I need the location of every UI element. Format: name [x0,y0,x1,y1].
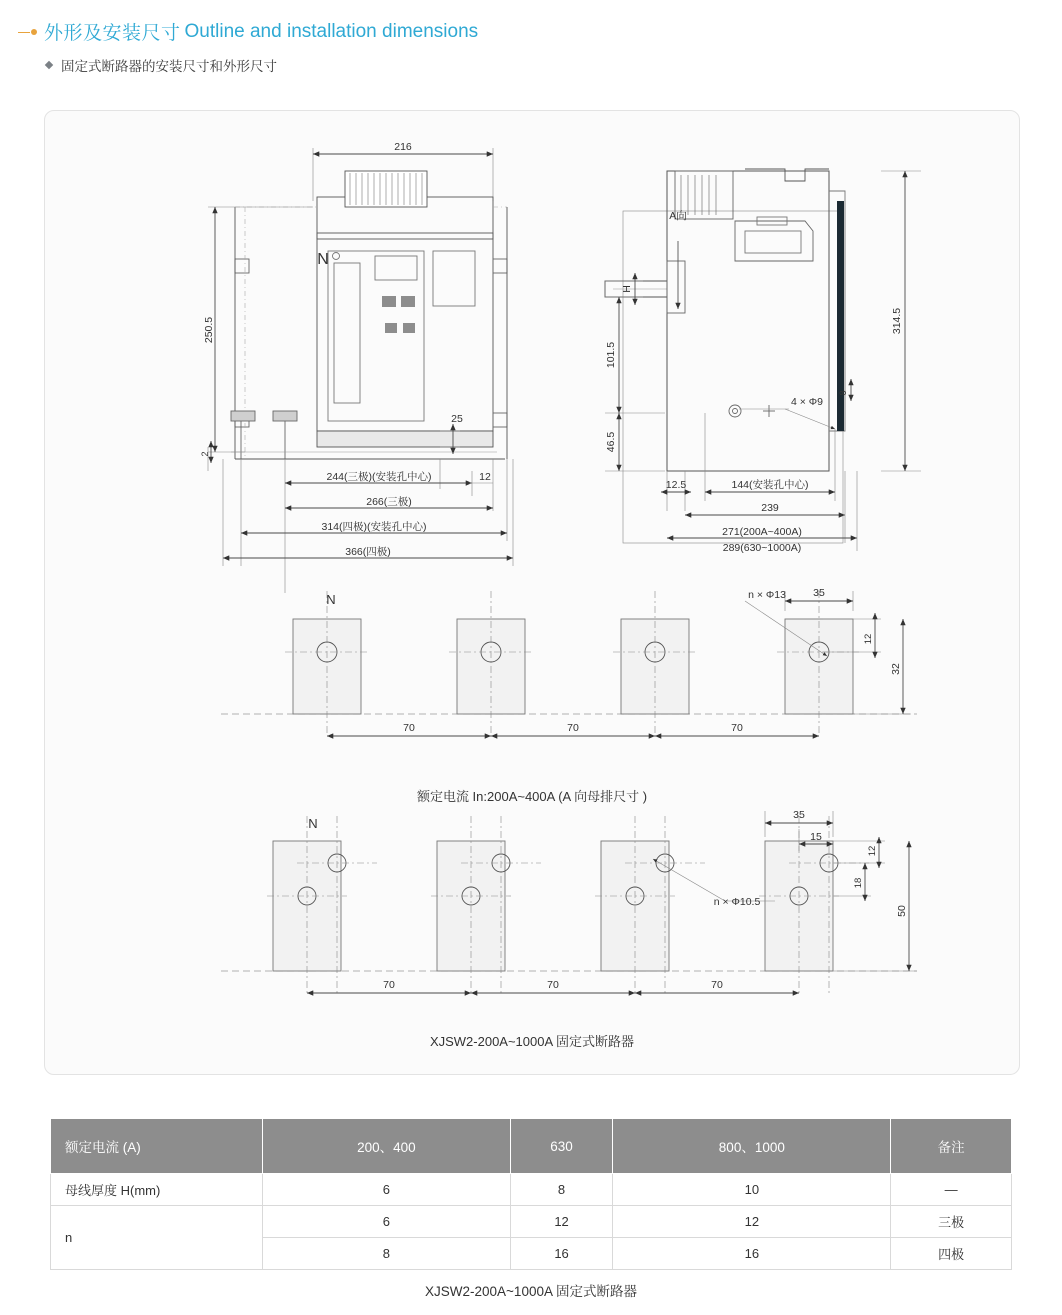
row-label-busbar-thickness: 母线厚度 H(mm) [51,1174,263,1206]
table-header-note: 备注 [891,1119,1012,1174]
cell-r1-note: 三极 [891,1206,1012,1238]
cell-r2-note: 四极 [891,1238,1012,1270]
dim-18: 18 [853,877,864,889]
page-header [0,0,1062,75]
cell-r2c2: 16 [510,1238,613,1270]
table-header-col-2: 630 [510,1119,613,1174]
cell-r0c3: 10 [613,1174,891,1206]
dim-216: 216 [394,141,412,153]
cell-r0c1: 6 [263,1174,511,1206]
drawing-panel [44,110,1020,1075]
table-header-rated-current: 额定电流 (A) [51,1119,263,1174]
dim-25: 25 [451,413,463,425]
pitch-70-2: 70 [567,722,579,734]
cell-r2c1: 8 [263,1238,511,1270]
page-title [0,0,1062,45]
busbar-bottom-label-n: N [308,816,318,831]
table-header-col-3: 800、1000 [613,1119,891,1174]
dim-h: H [621,285,633,293]
dim-314-5: 314.5 [891,307,903,335]
dim-314: 314(四极)(安装孔中心) [321,521,427,533]
page-subtitle [0,45,1062,75]
dim-101-5: 101.5 [605,341,617,369]
page-title-cn: 外形及安装尺寸 [44,23,181,44]
footer-caption: XJSW2-200A~1000A 固定式断路器 [425,1284,637,1299]
dim-266: 266(三极) [366,496,412,508]
cell-r0c2: 8 [510,1174,613,1206]
pitch-70-3: 70 [731,722,743,734]
dim-12: 12 [479,471,491,483]
dimension-table-wrap [50,1118,1012,1270]
cell-r1c1: 6 [263,1206,511,1238]
dim-12-bottom: 12 [867,845,878,857]
dim-144: 144(安装孔中心) [731,479,809,491]
breaker-caption: XJSW2-200A~1000A 固定式断路器 [429,1034,635,1049]
hole-note-n13: n × Φ13 [748,589,786,601]
table-header-col-1: 200、400 [263,1119,511,1174]
dim-15: 15 [810,831,822,843]
cell-r2c3: 16 [613,1238,891,1270]
page-title-en: Outline and installation dimensions [184,20,479,42]
dim-50: 50 [896,905,908,917]
dim-271: 271(200A~400A) [722,526,802,538]
dimension-table [50,1118,1012,1270]
dim-46-5: 46.5 [605,431,617,453]
dim-32: 32 [890,663,902,675]
dim-35-bottom: 35 [793,809,805,821]
diamond-bullet-icon [45,61,53,69]
dim-12-top: 12 [863,633,874,645]
dim-8: 8 [838,390,848,396]
front-label-n: N [317,251,329,268]
dim-2: 2 [200,451,210,457]
pitch-70-5: 70 [547,979,559,991]
label-a-direction: A向 [669,210,687,222]
cell-r0-note: — [891,1174,1012,1206]
hole-note-4x9: 4 × Φ9 [790,396,824,408]
dim-250-5: 250.5 [203,316,215,344]
pitch-70-4: 70 [383,979,395,991]
dim-35-top: 35 [813,587,825,599]
bullet-arrow-icon [18,25,40,39]
table-header-row [51,1119,1012,1174]
dim-366: 366(四极) [345,546,391,558]
dim-289: 289(630~1000A) [722,542,802,554]
dim-239: 239 [761,502,779,514]
hole-note-n105: n × Φ10.5 [713,896,761,908]
busbar-caption: 额定电流 In:200A~400A (A 向母排尺寸 ) [416,789,648,804]
pitch-70-1: 70 [403,722,415,734]
dim-12-5: 12.5 [665,479,687,491]
page-subtitle-text: 固定式断路器的安装尺寸和外形尺寸 [61,59,277,74]
table-row [51,1174,1012,1206]
pitch-70-6: 70 [711,979,723,991]
dim-244: 244(三极)(安装孔中心) [326,471,432,483]
technical-drawing [45,111,1019,1074]
cell-r1c2: 12 [510,1206,613,1238]
cell-r1c3: 12 [613,1206,891,1238]
table-row [51,1206,1012,1238]
row-label-n: n [51,1206,263,1270]
busbar-top-label-n: N [326,592,336,607]
